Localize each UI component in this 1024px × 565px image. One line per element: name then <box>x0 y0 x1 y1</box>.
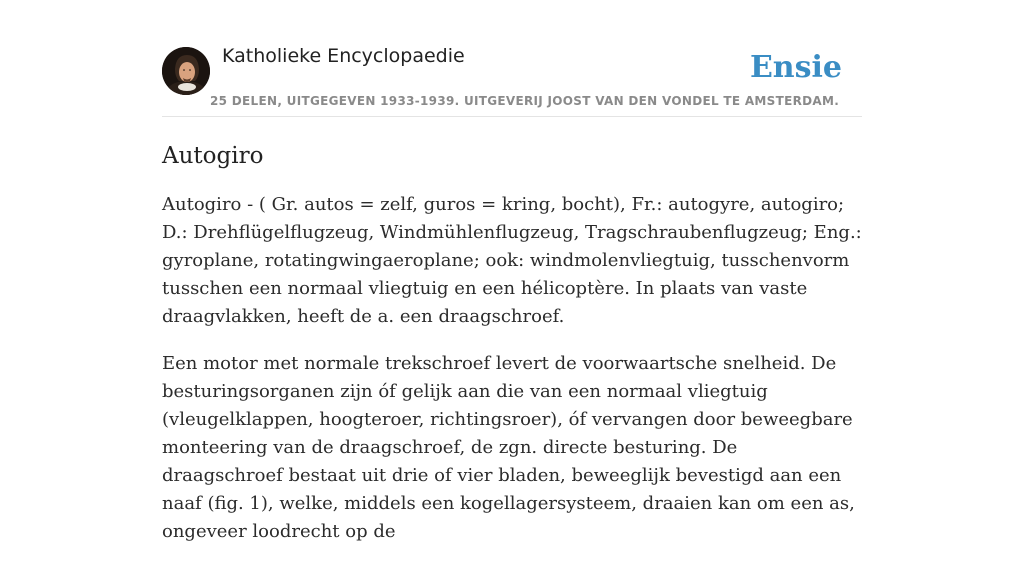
entry-paragraph: Autogiro - ( Gr. autos = zelf, guros = kring, bocht), Fr.: autogyre, autogiro; D.: Drehflügelflugzeug, Windmühlenflugzeug, Tragschraubenflugzeug; Eng.: gyroplane, rotatingwingaeroplane; ook: windmolenvliegtuig, tusschenvorm tusschen een normaal vliegtuig en een hélicoptère. In plaats van vaste draagvlakken, heeft de a. een draagschroef. <box>162 194 862 327</box>
page <box>162 0 862 565</box>
entry-body <box>162 191 862 546</box>
source-subtitle: 25 DELEN, UITGEGEVEN 1933-1939. UITGEVERIJ JOOST VAN DEN VONDEL TE AMSTERDAM. <box>210 94 840 108</box>
brand-logo[interactable]: Ensie <box>749 50 842 85</box>
source-title[interactable]: Katholieke Encyclopaedie <box>222 45 465 67</box>
portrait-avatar-icon[interactable] <box>162 47 210 95</box>
source-header <box>162 0 862 117</box>
entry-title: Autogiro <box>162 143 264 169</box>
entry-paragraph: Een motor met normale trekschroef levert de voorwaartsche snelheid. De besturingsorganen zijn óf gelijk aan die van een normaal vliegtuig (vleugelklappen, hoogteroer, richtingsroer), óf vervangen door beweegbare monteering van de draagschroef, de zgn. directe besturing. De draagschroef bestaat uit drie of vier bladen, beweeglijk bevestigd aan een naaf (fig. 1), welke, middels een kogellagersysteem, draaien kan om een as, ongeveer loodrecht op de <box>162 353 855 542</box>
